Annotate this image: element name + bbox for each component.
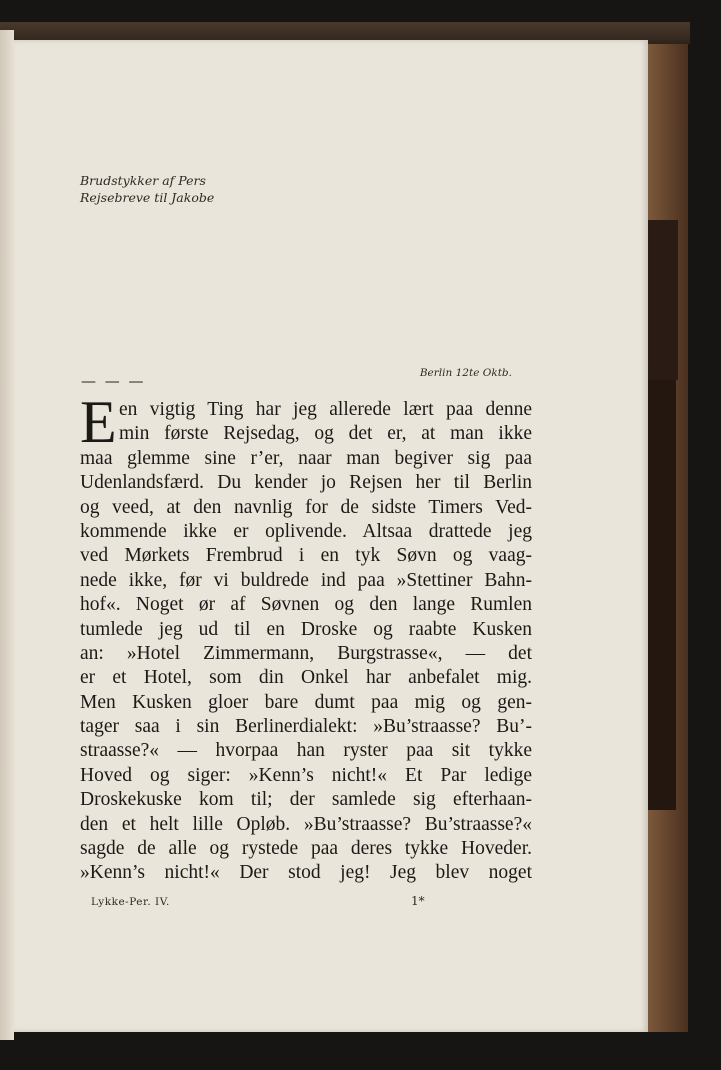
drop-cap: E — [80, 389, 117, 455]
text-line: straasse?« — hvorpaa han ryster paa sit tykke — [80, 740, 532, 762]
text-line: ved Mørkets Frembrud i en tyk Søvn og vaag- — [80, 545, 532, 567]
text-line: tumlede jeg ud til en Droske og raabte Kusken — [80, 618, 532, 640]
text-line: Hoved og siger: »Kenn’s nicht!« Et Par ledige — [80, 764, 532, 786]
text-line: den et helt lille Opløb. »Bu’straasse? Bu’straasse?« — [80, 813, 532, 835]
subtitle-line-1: Brudstykker af Pers — [80, 173, 206, 188]
cover-shadow — [648, 380, 676, 810]
text-line: tager saa i sin Berlinerdialekt: »Bu’straasse? Bu’- — [80, 716, 532, 738]
text-line: hof«. Noget ør af Søvnen og den lange Rumlen — [80, 594, 532, 616]
text-line: Men Kusken gloer bare dumt paa mig og gen- — [80, 691, 532, 713]
text-line: min første Rejsedag, og det er, at man ikke — [119, 423, 532, 445]
text-line: nede ikke, før vi buldrede ind paa »Stettiner Bahn- — [80, 569, 532, 591]
text-line: Udenlandsfærd. Du kender jo Rejsen her til Berlin — [80, 472, 532, 494]
signature-footer: Lykke-Per. IV. — [91, 896, 170, 908]
letter-body — [80, 398, 532, 886]
text-line: kommende ikke er oplivende. Altsaa drattede jeg — [80, 520, 532, 542]
text-line: an: »Hotel Zimmermann, Burgstrasse«, — det — [80, 642, 532, 664]
subtitle-line-2: Rejsebreve til Jakobe — [80, 190, 215, 205]
opening-dashes: — — — — [81, 372, 146, 390]
cover-shadow — [648, 220, 678, 380]
text-line: Droskekuske kom til; der samlede sig efterhaan- — [80, 789, 532, 811]
text-line: en vigtig Ting har jeg allerede lært paa denne — [119, 399, 532, 420]
signature-mark: 1* — [411, 894, 425, 908]
text-line: »Kenn’s nicht!« Der stod jeg! Jeg blev noget — [80, 862, 532, 884]
page-gutter — [0, 30, 14, 1040]
text-line: maa glemme sine r’er, naar man begiver sig paa — [80, 447, 532, 469]
text-line: og veed, at den navnlig for de sidste Timers Ved- — [80, 496, 532, 518]
text-line: er et Hotel, som din Onkel har anbefalet mig. — [80, 667, 532, 689]
letter-dateline: Berlin 12te Oktb. — [419, 367, 512, 379]
text-line: sagde de alle og rystede paa deres tykke Hoveder. — [80, 838, 532, 860]
section-subtitle — [80, 172, 330, 206]
